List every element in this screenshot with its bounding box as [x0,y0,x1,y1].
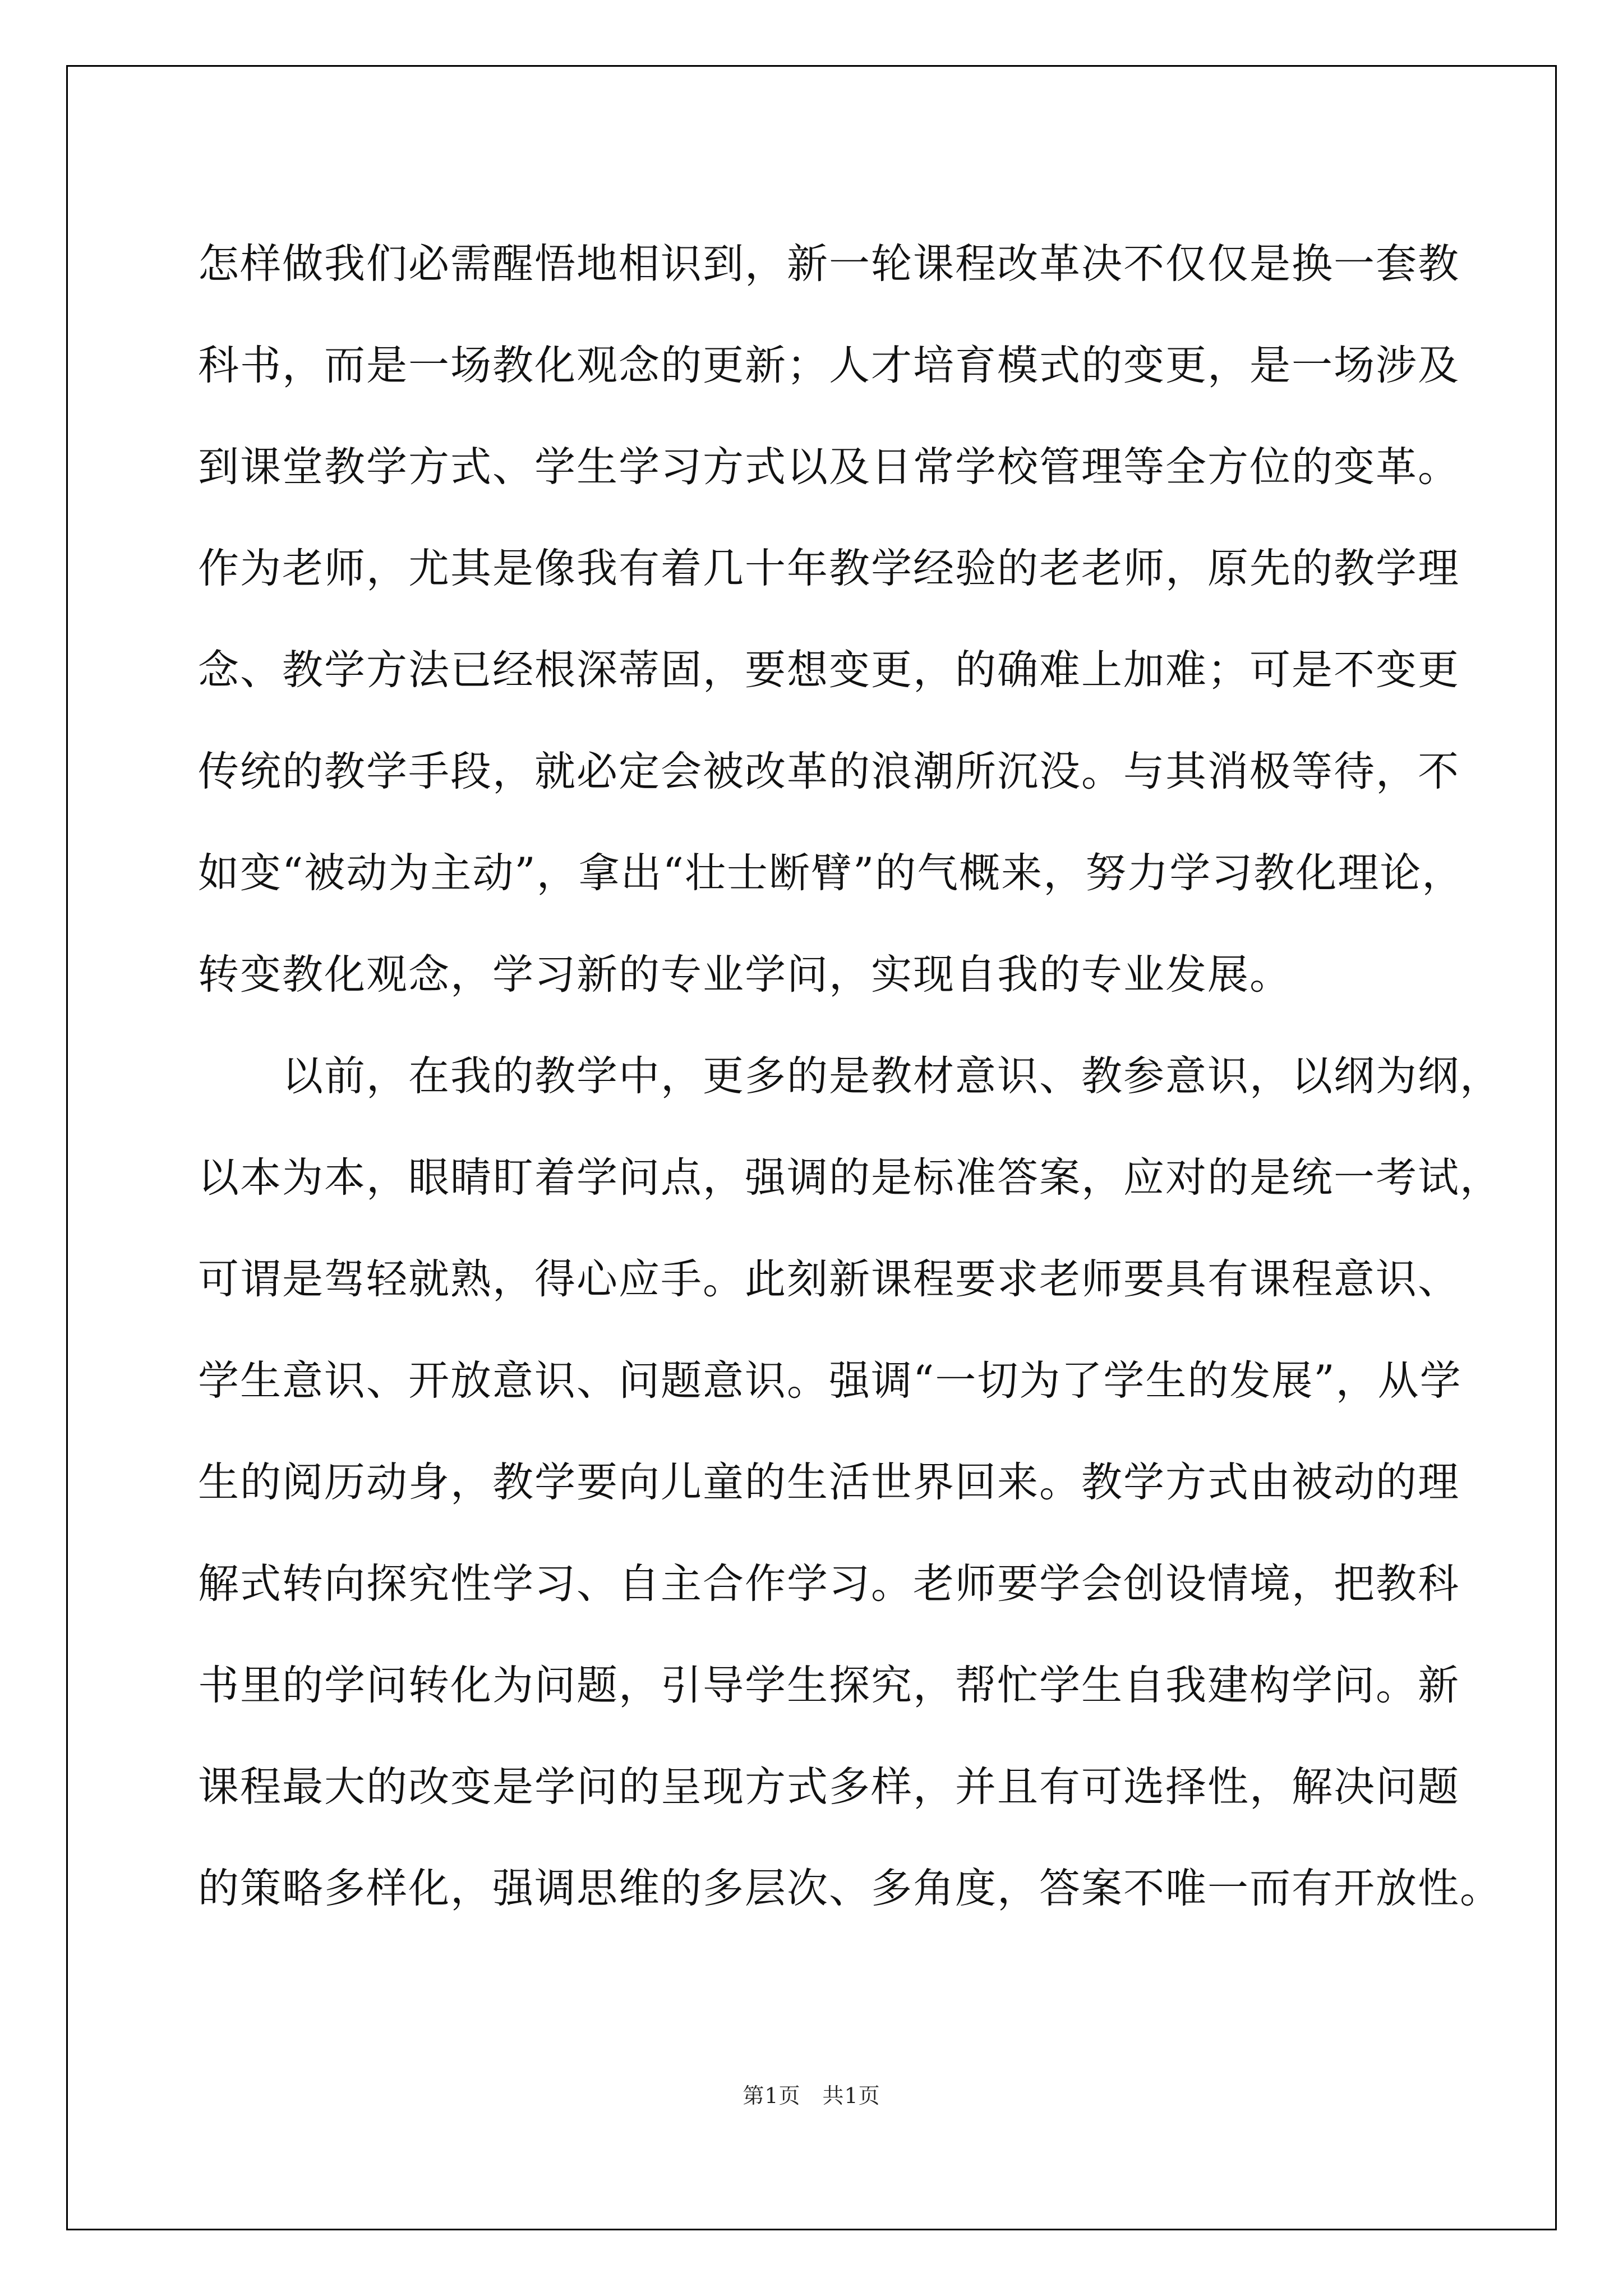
page-footer: 第1页 共1页 [743,2083,880,2108]
text-line: 学生意识、开放意识、问题意识。强调“一切为了学生的发展”，从学 [198,1357,1462,1405]
text-line: 到课堂教学方式、学生学习方式以及日常学校管理等全方位的变革。 [198,443,1460,491]
text-line: 可谓是驾轻就熟，得心应手。此刻新课程要求老师要具有课程意识、 [198,1255,1460,1303]
text-line: 的策略多样化，强调思维的多层次、多角度，答案不唯一而有开放性。 [198,1865,1502,1912]
text-line: 转变教化观念，学习新的专业学问，实现自我的专业发展。 [198,951,1292,999]
text-line: 传统的教学手段，就必定会被改革的浪潮所沉没。与其消极等待，不 [198,748,1460,795]
text-line: 念、教学方法已经根深蒂固，要想变更，的确难上加难；可是不变更 [198,646,1460,694]
text-line: 作为老师，尤其是像我有着几十年教学经验的老老师，原先的教学理 [198,545,1460,592]
text-line: 怎样做我们必需醒悟地相识到，新一轮课程改革决不仅仅是换一套教 [198,240,1460,288]
text-line: 以本为本，眼睛盯着学问点，强调的是标准答案，应对的是统一考试， [198,1154,1502,1202]
text-line: 解式转向探究性学习、自主合作学习。老师要学会创设情境，把教科 [198,1560,1460,1608]
text-line: 生的阅历动身，教学要向儿童的生活世界回来。教学方式由被动的理 [198,1458,1460,1506]
text-line: 如变“被动为主动”，拿出“壮士断臂”的气概来，努力学习教化理论， [198,849,1464,897]
text-line: 以前，在我的教学中，更多的是教材意识、教参意识，以纲为纲， [198,1052,1502,1100]
text-line: 课程最大的改变是学问的呈现方式多样，并且有可选择性，解决问题 [198,1763,1460,1811]
document-body [198,213,1502,1939]
text-line: 科书，而是一场教化观念的更新；人才培育模式的变更，是一场涉及 [198,342,1460,389]
text-line: 书里的学问转化为问题，引导学生探究，帮忙学生自我建构学问。新 [198,1662,1460,1709]
